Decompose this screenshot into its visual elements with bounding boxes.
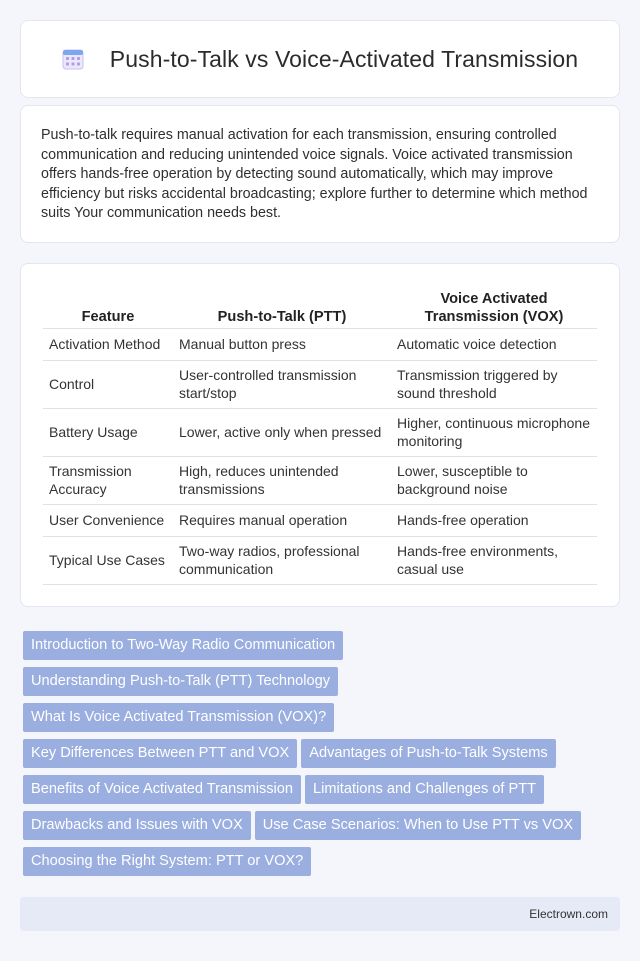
tag-link-ptt-technology[interactable]: Understanding Push-to-Talk (PTT) Technology xyxy=(23,667,338,696)
table-cell: Automatic voice detection xyxy=(391,328,597,360)
intro-card xyxy=(20,105,620,243)
table-cell: Typical Use Cases xyxy=(43,536,173,584)
table-cell: Requires manual operation xyxy=(173,504,391,536)
table-cell: Activation Method xyxy=(43,328,173,360)
table-cell: Transmission triggered by sound threshold xyxy=(391,360,597,408)
table-row xyxy=(43,360,597,408)
table-row xyxy=(43,456,597,504)
tag-link-ptt-limitations[interactable]: Limitations and Challenges of PTT xyxy=(305,775,544,804)
table-cell: Higher, continuous microphone monitoring xyxy=(391,408,597,456)
table-cell: Lower, active only when pressed xyxy=(173,408,391,456)
table-row xyxy=(43,408,597,456)
tag-link-use-cases[interactable]: Use Case Scenarios: When to Use PTT vs VOX xyxy=(255,811,581,840)
table-header-feature: Feature xyxy=(43,284,173,328)
tag-link-intro[interactable]: Introduction to Two-Way Radio Communication xyxy=(23,631,343,660)
table-cell: Battery Usage xyxy=(43,408,173,456)
table-cell: Control xyxy=(43,360,173,408)
table-cell: Lower, susceptible to background noise xyxy=(391,456,597,504)
table-cell: Hands-free operation xyxy=(391,504,597,536)
calendar-grid-icon xyxy=(62,48,84,70)
table-cell: User Convenience xyxy=(43,504,173,536)
intro-text: Push-to-talk requires manual activation for each transmission, ensuring controlled communication and reducing unintended voice signals. Voice activated transmission offers hands-free operation by detecting sound automatically, which may improve efficiency but risks accidental broadcasting; explore further to determine which method suits Your communication needs best. xyxy=(41,127,588,221)
tag-link-key-differences[interactable]: Key Differences Between PTT and VOX xyxy=(23,739,297,768)
footer xyxy=(20,897,620,931)
table-cell: Transmission Accuracy xyxy=(43,456,173,504)
tag-link-vox-benefits[interactable]: Benefits of Voice Activated Transmission xyxy=(23,775,301,804)
topic-tags xyxy=(23,631,623,883)
table-row xyxy=(43,328,597,360)
tag-link-ptt-advantages[interactable]: Advantages of Push-to-Talk Systems xyxy=(301,739,555,768)
comparison-table-card xyxy=(20,263,620,607)
table-cell: Manual button press xyxy=(173,328,391,360)
comparison-table xyxy=(43,284,597,585)
table-row xyxy=(43,504,597,536)
tag-link-vox-drawbacks[interactable]: Drawbacks and Issues with VOX xyxy=(23,811,251,840)
table-row xyxy=(43,536,597,584)
page-title: Push-to-Talk vs Voice-Activated Transmission xyxy=(109,45,579,72)
table-cell: High, reduces unintended transmissions xyxy=(173,456,391,504)
table-header-ptt: Push-to-Talk (PTT) xyxy=(173,284,391,328)
tag-link-choosing-system[interactable]: Choosing the Right System: PTT or VOX? xyxy=(23,847,311,876)
footer-brand: Electrown.com xyxy=(529,907,608,921)
table-cell: Hands-free environments, casual use xyxy=(391,536,597,584)
table-cell: User-controlled transmission start/stop xyxy=(173,360,391,408)
tag-link-what-is-vox[interactable]: What Is Voice Activated Transmission (VOX)? xyxy=(23,703,334,732)
table-header-vox: Voice Activated Transmission (VOX) xyxy=(391,284,597,328)
table-cell: Two-way radios, professional communication xyxy=(173,536,391,584)
header-card xyxy=(20,20,620,98)
